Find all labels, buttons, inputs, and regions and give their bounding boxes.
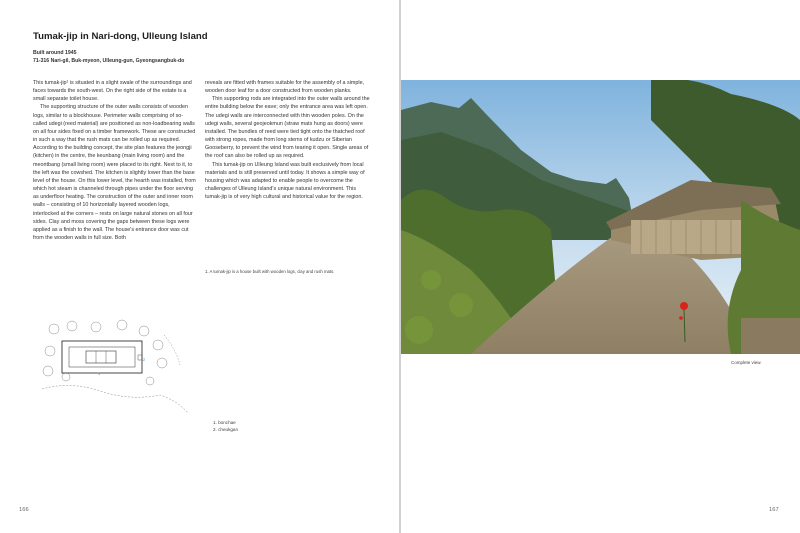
address: 71-316 Nari-gil, Buk-myeon, Ulleung-gun, Gyeongsangbuk-do — [33, 58, 185, 64]
paragraph: This tumak-jip¹ is situated in a slight swale of the surroundings and faces towards the south-west. On the right side of the estate is a small separate toilet house. — [33, 80, 192, 103]
text-column-2 — [205, 79, 371, 201]
plan-label-1: 1 — [98, 371, 101, 376]
plan-legend — [213, 419, 238, 433]
photo-caption: Complete view. — [731, 360, 762, 365]
legend-item: 1. bonchae — [213, 420, 236, 425]
page-number-right: 167 — [769, 507, 779, 513]
paragraph: reveals are fitted with frames suitable for the assembly of a simple, wooden door leaf for a door constructed from wooden planks. — [205, 80, 365, 95]
paragraph: Thin supporting rods are integrated into the outer walls around the entire building below the eave; only the entrance area was left open. The udegi walls are interconnected with thin wooden poles. On the udegi walls, several geojeokmun (straw mats hung as doors) were installed. The bundles of reed were tied tight onto the thatched roof with strong ropes, made from long stems of kudzu or Siberian Gooseberry, to prevent the wind from tearing it open. Single areas of the roof can also be rolled up as required. — [205, 96, 370, 160]
page-title: Tumak-jip in Nari-dong, Ulleung Island — [33, 31, 208, 42]
site-plan-drawing — [40, 315, 200, 415]
built-date: Built around 1945 — [33, 50, 77, 56]
text-column-1 — [33, 79, 197, 242]
plan-label-2: 2 — [143, 357, 146, 362]
footnote: 1. A tumak-jip is a house built with wooden logs, clay and rush mats. — [205, 269, 335, 274]
legend-item: 2. cheukgan — [213, 427, 239, 432]
thatched-house-photo — [401, 80, 800, 354]
paragraph: This tumak-jip on Ulleung Island was built exclusively from local materials and is still preserved until today. It shows a simple way of housing which was adapted to enable people to overcome the challenges of Ulleung Island's unique natural environment. This tumak-jip is of very high cultural and historical value for the region. — [205, 161, 365, 201]
left-page — [0, 0, 399, 533]
paragraph: The supporting structure of the outer walls consists of wooden logs, similar to a blockhouse. Perimeter walls comprising of so-called udegi (reed material) are positioned as non-loadbearing walls on all four sides fixed on a timber framework. These are constructed in such a way that the rush mats can be rolled up as required. According to the building concept, the site plan features the jeongji (kitchen) in the centre, the keunbang (main living room) and the meoritbang (small living room) were placed to its right. Next to it, to the left was the cowshed. The kitchen is slightly lower than the base level of the house. On this lower level, the hearth was installed, from which hot steam is channeled through pipes under the floor serving as underfloor heating. The construction of the outer and inner room walls – consisting of 10 horizontally layered wooden logs, interlocked at the corners – rests on large natural stones on all four sides. Clay and moss covering the gaps between these logs were applied as a finish to the wall. The house's entrance door was cut from the wooden walls in full size. Both — [33, 104, 196, 241]
page-number-left: 166 — [19, 507, 29, 513]
building-info — [33, 49, 184, 65]
